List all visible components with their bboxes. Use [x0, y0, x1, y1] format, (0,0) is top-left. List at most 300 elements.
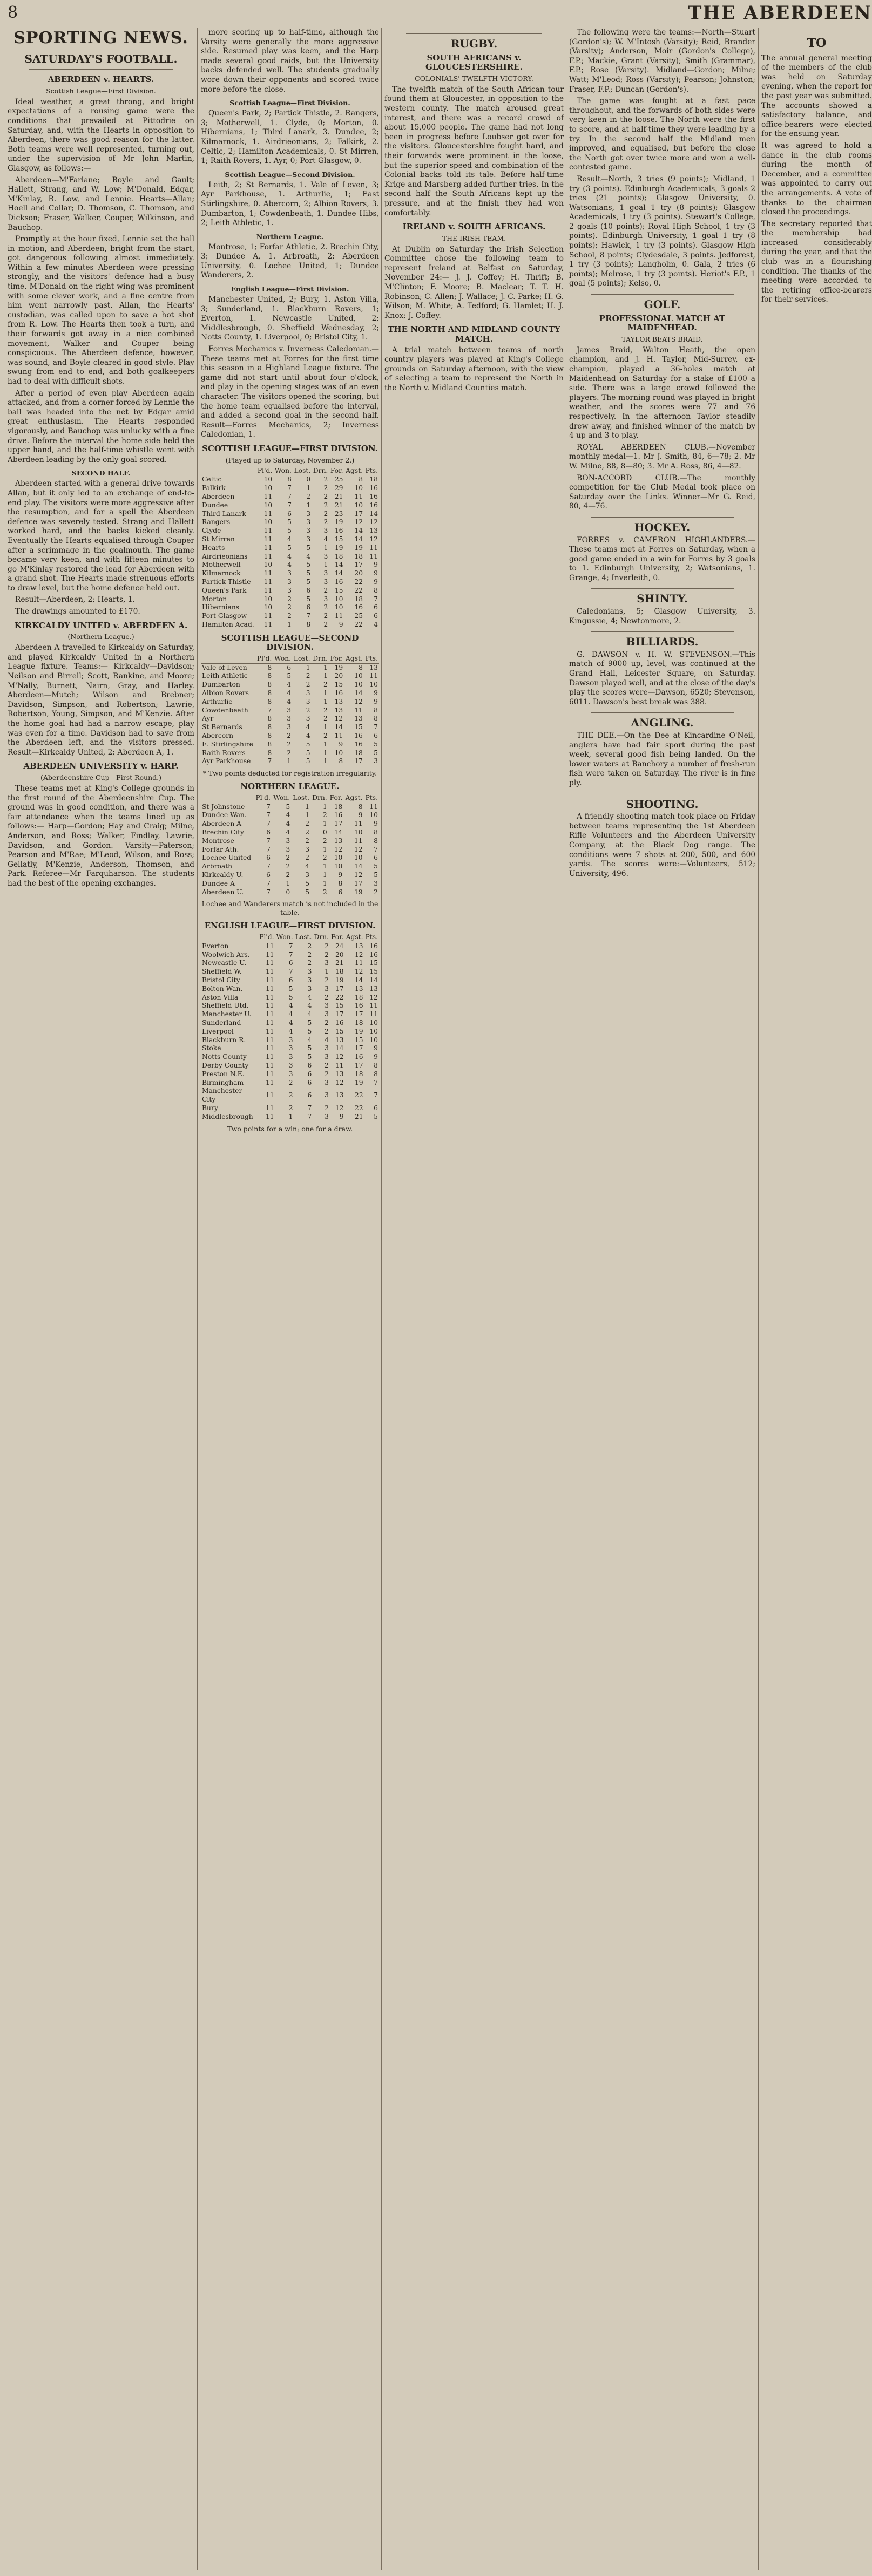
- article-subtitle: COLONIALS' TWELFTH VICTORY.: [415, 74, 533, 83]
- table-cell: 12: [354, 697, 363, 705]
- table-cell: 3: [325, 984, 329, 993]
- table-cell: 2: [306, 492, 311, 500]
- divider: [591, 631, 734, 632]
- table-cell: Ayr Parkhouse: [202, 757, 251, 765]
- column-3: [384, 28, 564, 2570]
- table-cell: 11: [369, 672, 378, 680]
- table-cell: 3: [286, 837, 290, 845]
- table-cell: 6: [374, 612, 378, 620]
- table-header-row: [201, 467, 379, 475]
- table-cell: 17: [354, 1010, 363, 1018]
- table-cell: 2: [288, 1091, 293, 1099]
- table-cell: 1: [305, 803, 310, 811]
- table-cell: 6: [288, 959, 293, 967]
- table-cell: 3: [307, 968, 312, 976]
- table-cell: 7: [266, 803, 271, 811]
- table-header-cell: Won.: [273, 655, 292, 663]
- table-cell: 9: [374, 820, 378, 828]
- table-cell: 1: [288, 1112, 293, 1120]
- table-cell: 21: [334, 501, 343, 509]
- league-table-scottish-first: [201, 467, 379, 629]
- table-header-cell: Won.: [275, 933, 294, 942]
- table-cell: Dundee A: [202, 879, 235, 887]
- table-cell: 2: [323, 509, 328, 518]
- table-row: [201, 994, 379, 1002]
- column-rule: [758, 28, 759, 2570]
- table-cell: 17: [354, 561, 363, 569]
- table-cell: 20: [334, 672, 343, 680]
- table-cell: 15: [334, 681, 343, 689]
- table-cell: 3: [374, 879, 378, 887]
- table-cell: 2: [325, 993, 329, 1001]
- table-cell: 2: [325, 1070, 329, 1078]
- table-cell: 8: [339, 757, 343, 765]
- table-cell: 11: [263, 492, 273, 500]
- table-cell: 18: [354, 993, 363, 1001]
- table-cell: 11: [265, 1027, 274, 1035]
- table-row: [201, 698, 379, 706]
- table-cell: 11: [265, 984, 274, 993]
- table-cell: Blackburn R.: [202, 1036, 246, 1044]
- column-rule: [381, 28, 382, 2570]
- table-cell: Preston N.E.: [202, 1070, 245, 1078]
- table-cell: 11: [369, 552, 378, 560]
- table-cell: 6: [266, 854, 271, 862]
- table-cell: 16: [354, 1002, 363, 1010]
- table-cell: 9: [374, 577, 378, 586]
- table-cell: 4: [287, 535, 292, 543]
- table-row: [201, 578, 379, 587]
- table-row: [201, 1019, 379, 1028]
- table-cell: 2: [325, 1027, 329, 1035]
- table-row: [201, 811, 379, 820]
- table-cell: 1: [306, 484, 311, 492]
- table-cell: 3: [323, 527, 328, 535]
- table-header-cell: Won.: [273, 467, 293, 475]
- table-cell: 15: [354, 1036, 363, 1044]
- table-cell: 2: [323, 501, 328, 509]
- table-cell: 7: [374, 1078, 378, 1086]
- table-row: [201, 493, 379, 501]
- table-cell: 4: [286, 820, 290, 828]
- table-cell: 4: [288, 1018, 293, 1027]
- table-cell: Raith Rovers: [202, 749, 246, 757]
- results-heading: Scottish League—First Division.: [229, 99, 350, 107]
- article-title: KIRKCALDY UNITED v. ABERDEEN A.: [14, 620, 188, 630]
- table-cell: 5: [306, 577, 311, 586]
- divider: [406, 33, 542, 34]
- table-cell: 19: [334, 663, 343, 671]
- table-cell: Partick Thistle: [202, 577, 251, 586]
- table-cell: 16: [354, 740, 363, 748]
- table-cell: 11: [334, 732, 343, 740]
- table-cell: 11: [369, 1010, 378, 1018]
- divider: [29, 69, 173, 70]
- table-header-cell: For.: [328, 794, 344, 803]
- table-cell: 2: [307, 959, 312, 967]
- table-cell: 2: [374, 888, 378, 896]
- table-header-cell: For.: [329, 467, 344, 475]
- table-cell: 15: [335, 1027, 344, 1035]
- table-footnote: Two points for a win; one for a draw.: [227, 1124, 353, 1133]
- column-rule: [197, 28, 198, 2570]
- table-cell: 22: [354, 620, 363, 628]
- table-cell: 2: [305, 828, 310, 837]
- table-cell: 1: [322, 871, 327, 879]
- table-cell: 7: [266, 837, 271, 845]
- table-row: [201, 959, 379, 968]
- article-title: SOUTH AFRICANS v. GLOUCESTERSHIRE.: [425, 52, 523, 72]
- table-cell: 13: [334, 837, 343, 845]
- table-footnote: * Two points deducted for registration irregularity.: [202, 769, 377, 778]
- rugby-heading: RUGBY.: [450, 37, 498, 50]
- table-cell: 11: [263, 620, 273, 628]
- table-cell: 3: [325, 1002, 329, 1010]
- table-cell: 7: [267, 757, 272, 765]
- table-cell: 4: [325, 1036, 329, 1044]
- table-cell: 2: [323, 492, 328, 500]
- table-cell: 22: [354, 1091, 363, 1099]
- table-row: [201, 880, 379, 888]
- table-cell: 19: [354, 1078, 363, 1086]
- table-cell: Cowdenbeath: [202, 706, 248, 714]
- table-cell: 3: [325, 1044, 329, 1052]
- table-row: [201, 501, 379, 510]
- table-cell: St Bernards: [202, 723, 242, 731]
- table-cell: 13: [354, 715, 363, 723]
- table-cell: 3: [325, 1091, 329, 1099]
- table-cell: 11: [265, 942, 274, 950]
- table-cell: 18: [354, 749, 363, 757]
- table-cell: Bristol City: [202, 976, 240, 984]
- table-cell: 5: [287, 672, 292, 680]
- article-title: PROFESSIONAL MATCH AT MAIDENHEAD.: [599, 313, 726, 333]
- table-cell: 19: [354, 543, 363, 552]
- table-cell: 5: [288, 993, 293, 1001]
- article-paragraph: G. DAWSON v. H. W. STEVENSON.—This match of 9000 up, level, was continued at the Grand Hall, Leicester Square, on Saturday. Dawson played well, and at the close of the day's play the scores were—Dawson, 6520; Stevenson, 6011. Dawson's best break was 388.: [569, 650, 755, 706]
- table-cell: 5: [306, 757, 310, 765]
- table-cell: 1: [323, 740, 328, 748]
- article-paragraph: After a period of even play Aberdeen again attacked, and from a corner forced by Lennie the ball was headed into the net by Edgar amid great enthusiasm. The Hearts responded vigorously, and Bauchop was unlucky with a fine drive. Before the interval the home side held the upper hand, and the half-time whistle went with Aberdeen leading by the only goal scored.: [8, 389, 194, 464]
- table-cell: Hibernians: [202, 603, 240, 611]
- table-cell: 10: [334, 854, 343, 862]
- table-cell: 3: [374, 757, 378, 765]
- table-cell: 7: [266, 879, 271, 887]
- table-cell: 3: [287, 586, 292, 594]
- table-cell: 4: [323, 535, 328, 543]
- table-cell: 8: [267, 749, 272, 757]
- results-heading: Northern League.: [256, 232, 324, 241]
- table-cell: 10: [369, 1036, 378, 1044]
- table-cell: 14: [369, 509, 378, 518]
- article-paragraph: James Braid, Walton Heath, the open champion, and J. H. Taylor, Mid-Surrey, ex-champion, played a 36-holes match at Maidenhead on Saturday for a stake of £100 a side. There was a large crowd followed the players. The morning round was played in bright weather, and the scores were 77 and 76 respectively. In the afternoon Taylor steadily drew away, and finished winner of the match by 4 up and 3 to play.: [569, 345, 755, 440]
- table-cell: 3: [287, 715, 292, 723]
- table-row: [201, 757, 379, 766]
- table-cell: 18: [354, 595, 363, 603]
- table-cell: 2: [287, 603, 292, 611]
- table-cell: 13: [335, 1070, 344, 1078]
- table-cell: 16: [354, 603, 363, 611]
- table-cell: 5: [287, 527, 292, 535]
- table-cell: Celtic: [202, 475, 222, 484]
- table-header-cell: Pl'd.: [255, 655, 273, 663]
- article-paragraph: ROYAL ABERDEEN CLUB.—November monthly medal—1. Mr J. Smith, 84, 6—78; 2. Mr W. Milne, 88, 8—80; 3. Mr A. Ross, 86, 4—82.: [569, 443, 755, 471]
- table-cell: 18: [354, 1070, 363, 1078]
- table-title: SCOTTISH LEAGUE—FIRST DIVISION.: [202, 443, 378, 453]
- article-paragraph: A friendly shooting match took place on Friday between teams representing the 1st Aberdeen Rifle Volunteers and the Aberdeen University Company, at the Black Dog range. The conditions were 7 shots at 200, 500, and 600 yards. The scores were:—Volunteers, 512; University, 496.: [569, 812, 755, 878]
- table-cell: 3: [306, 689, 310, 697]
- table-cell: 3: [305, 845, 310, 853]
- table-header-cell: [201, 933, 258, 942]
- table-cell: 11: [354, 820, 363, 828]
- table-cell: 12: [334, 845, 343, 853]
- table-cell: 17: [354, 509, 363, 518]
- table-cell: 7: [288, 950, 293, 959]
- table-header-cell: Pts.: [364, 794, 379, 803]
- table-cell: Arbroath: [202, 862, 233, 871]
- table-cell: 1: [322, 879, 327, 887]
- table-cell: 2: [306, 672, 310, 680]
- table-row: [201, 681, 379, 689]
- table-cell: 16: [369, 942, 378, 950]
- table-cell: 7: [374, 1091, 378, 1099]
- column-5-partial: [761, 28, 872, 2570]
- table-header-cell: Agst.: [343, 794, 363, 803]
- table-cell: 16: [369, 484, 378, 492]
- table-cell: 1: [286, 879, 290, 887]
- table-cell: Leith Athletic: [202, 672, 248, 680]
- table-cell: 10: [263, 484, 273, 492]
- table-header-cell: For.: [330, 933, 345, 942]
- table-cell: 18: [334, 552, 343, 560]
- table-cell: 4: [287, 697, 292, 705]
- article-paragraph: The game was fought at a fast pace throughout, and the forwards of both sides were very keen in the loose. The North were the first to score, and at half-time they were leading by a try. In the second half the Midland men improved, and equalised, but before the close the North got over twice more and won a well-contested game.: [569, 97, 755, 172]
- article-title: ABERDEEN UNIVERSITY v. HARP.: [23, 761, 179, 771]
- table-cell: 6: [266, 828, 271, 837]
- table-cell: 6: [374, 1104, 378, 1112]
- table-cell: 2: [306, 681, 310, 689]
- table-cell: 3: [287, 723, 292, 731]
- table-cell: 10: [354, 672, 363, 680]
- table-cell: 2: [325, 942, 329, 950]
- table-cell: 7: [287, 492, 292, 500]
- article-subtitle: THE IRISH TEAM.: [442, 234, 506, 242]
- table-cell: Aberdeen A: [202, 820, 242, 828]
- table-cell: 3: [323, 595, 328, 603]
- table-cell: 16: [334, 811, 343, 819]
- article-paragraph: Aberdeen started with a general drive towards Allan, but it only led to an exchange of end-to-end play. The visitors were more aggressive after the resumption, and for a spell the Aberdeen defence was severely tested. Strang and Hallett worked hard, and the backs kicked cleanly. Eventually the Hearts equalised through Couper after a scrimmage in the goalmouth. The game became very keen, and with fifteen minutes to go M'Kinlay restored the lead for Aberdeen with a grand shot. The Hearts made strenuous efforts to draw level, but the home defence held out.: [8, 479, 194, 593]
- table-cell: 1: [322, 820, 327, 828]
- table-cell: 8: [359, 475, 363, 484]
- table-row: [201, 561, 379, 569]
- table-cell: 0: [286, 888, 290, 896]
- table-row: [201, 1010, 379, 1019]
- table-cell: 16: [334, 527, 343, 535]
- table-cell: 10: [369, 811, 378, 819]
- table-cell: Woolwich Ars.: [202, 950, 250, 959]
- table-cell: 11: [263, 543, 273, 552]
- table-cell: 4: [286, 811, 290, 819]
- table-cell: 5: [374, 749, 378, 757]
- table-cell: 3: [325, 1010, 329, 1018]
- table-cell: 3: [325, 959, 329, 967]
- table-cell: 10: [334, 595, 343, 603]
- table-cell: Lochee United: [202, 854, 252, 862]
- table-cell: 14: [369, 976, 378, 984]
- results-heading: English League—First Division.: [231, 285, 349, 294]
- table-cell: 5: [307, 1027, 312, 1035]
- article-paragraph: The secretary reported that the membership had increased considerably during the year, and that the club was in a flourishing condition. The thanks of the meeting were accorded to the retiring office-bearers for their services.: [761, 219, 872, 304]
- shooting-heading: SHOOTING.: [626, 797, 699, 811]
- table-cell: 19: [335, 976, 344, 984]
- table-cell: 8: [374, 715, 378, 723]
- table-cell: 11: [335, 1061, 344, 1069]
- table-header-cell: Lost.: [294, 933, 313, 942]
- table-header-cell: Pl'd.: [254, 794, 271, 803]
- table-cell: 4: [306, 723, 310, 731]
- article-paragraph: THE DEE.—On the Dee at Kincardine O'Neil, anglers have had fair sport during the past week, several good fish being landed. On the lower waters at Banchory a number of fresh-run fish were taken on Saturday. The river is in fine ply.: [569, 731, 755, 787]
- table-cell: Abercorn: [202, 732, 233, 740]
- table-cell: Liverpool: [202, 1027, 234, 1035]
- table-cell: 2: [323, 603, 328, 611]
- table-row: [201, 803, 379, 811]
- table-cell: 16: [369, 492, 378, 500]
- table-cell: Montrose: [202, 837, 234, 845]
- table-cell: 6: [306, 586, 311, 594]
- table-cell: 17: [354, 1061, 363, 1069]
- table-cell: 3: [323, 569, 328, 577]
- table-cell: 2: [323, 612, 328, 620]
- article-subtitle: TAYLOR BEATS BRAID.: [621, 335, 703, 343]
- table-cell: 14: [334, 828, 343, 837]
- table-header-cell: Pl'd.: [258, 933, 275, 942]
- match-result: Result—Aberdeen, 2; Hearts, 1.: [15, 595, 136, 604]
- table-cell: 6: [287, 509, 292, 518]
- league-label: (Northern League.): [67, 633, 134, 641]
- table-cell: 4: [287, 561, 292, 569]
- table-cell: 11: [265, 1078, 274, 1086]
- table-cell: 2: [325, 1104, 329, 1112]
- table-cell: 8: [267, 672, 272, 680]
- table-cell: 7: [266, 820, 271, 828]
- table-cell: 11: [263, 552, 273, 560]
- league-table-northern: [201, 794, 379, 897]
- table-cell: 14: [354, 862, 363, 871]
- table-cell: Derby County: [202, 1061, 249, 1069]
- table-cell: 5: [307, 1044, 312, 1052]
- table-cell: 11: [263, 577, 273, 586]
- table-cell: 5: [306, 595, 311, 603]
- table-cell: Vale of Leven: [202, 663, 247, 671]
- table-cell: 2: [322, 837, 327, 845]
- table-cell: 12: [354, 518, 363, 526]
- section-heading: SPORTING NEWS.: [13, 29, 188, 47]
- table-cell: 9: [338, 871, 343, 879]
- table-row: [201, 968, 379, 976]
- table-cell: Albion Rovers: [202, 689, 249, 697]
- table-row: [201, 820, 379, 828]
- table-cell: 2: [305, 854, 310, 862]
- table-cell: 2: [305, 837, 310, 845]
- table-row: [201, 544, 379, 553]
- table-cell: 4: [305, 862, 310, 871]
- table-cell: 1: [323, 689, 328, 697]
- table-header-cell: Agst.: [344, 467, 364, 475]
- table-cell: 14: [334, 569, 343, 577]
- table-cell: 19: [354, 1027, 363, 1035]
- table-cell: 5: [374, 871, 378, 879]
- table-cell: 29: [334, 484, 343, 492]
- table-cell: 0: [322, 828, 327, 837]
- table-cell: 17: [335, 984, 344, 993]
- table-cell: 12: [335, 1053, 344, 1061]
- table-cell: 2: [306, 706, 310, 714]
- table-cell: 21: [335, 959, 344, 967]
- table-header-cell: Agst.: [345, 933, 364, 942]
- table-cell: 13: [354, 984, 363, 993]
- table-cell: 1: [287, 757, 292, 765]
- table-cell: 12: [354, 968, 363, 976]
- article-paragraph: more scoring up to half-time, although the Varsity were generally the more aggressive side. Resumed play was keen, and the Harp made several good raids, but the University backs defended well. The students gradually wore down their opponents and scored twice more before the close.: [201, 28, 379, 94]
- table-row: [201, 1104, 379, 1113]
- table-cell: 4: [307, 1010, 312, 1018]
- table-row: [201, 1036, 379, 1045]
- table-cell: 3: [288, 1061, 293, 1069]
- table-cell: 8: [267, 681, 272, 689]
- table-cell: 8: [359, 663, 363, 671]
- table-cell: Birmingham: [202, 1078, 244, 1086]
- table-cell: 11: [265, 993, 274, 1001]
- table-cell: 11: [265, 1053, 274, 1061]
- table-cell: 10: [263, 603, 273, 611]
- table-row: [201, 663, 379, 672]
- table-cell: 18: [354, 552, 363, 560]
- table-row: [201, 510, 379, 519]
- table-row: [201, 723, 379, 732]
- table-cell: Dundee: [202, 501, 228, 509]
- table-cell: 9: [374, 569, 378, 577]
- article-paragraph: A trial match between teams of north country players was played at King's College grounds on Saturday afternoon, with the view of selecting a team to represent the North in the North v. Midland Counties match.: [384, 345, 564, 392]
- table-cell: 4: [306, 552, 311, 560]
- table-cell: 7: [266, 888, 271, 896]
- table-cell: 14: [354, 976, 363, 984]
- article-paragraph: Aberdeen A travelled to Kirkcaldy on Saturday, and played Kirkcaldy United in a Northern League fixture. Teams:— Kirkcaldy—Davidson; Neilson and Birrell; Scott, Rankine, and Moore; M'Nally, Burnett, Nairn, Gray, and Harley. Aberdeen—Mutch; Wilson and Brebner; Davidson, Simpson, and Robertson; Lawrie, Robertson, Young, Simpson, and M'Kenzie. After the home goal had had a narrow escape, play was even for a time. Davidson had to save from the Aberdeen left, and the visitors pressed. Result—Kirkcaldy United, 2; Aberdeen A, 1.: [8, 643, 194, 757]
- table-cell: 3: [307, 984, 312, 993]
- table-cell: 5: [307, 1018, 312, 1027]
- table-cell: 7: [374, 595, 378, 603]
- table-cell: 6: [338, 888, 343, 896]
- table-cell: 13: [369, 527, 378, 535]
- table-cell: 13: [334, 706, 343, 714]
- table-cell: 11: [265, 950, 274, 959]
- article-paragraph: The annual general meeting of the members of the club was held on Saturday evening, when the report for the past year was submitted. The accounts showed a satisfactory balance, and office-bearers were elected for the ensuing year.: [761, 53, 872, 139]
- table-cell: 11: [354, 492, 363, 500]
- table-cell: 8: [374, 586, 378, 594]
- table-cell: 3: [287, 577, 292, 586]
- table-row: [201, 484, 379, 493]
- table-cell: 12: [335, 1104, 344, 1112]
- table-cell: Sheffield Utd.: [202, 1002, 249, 1010]
- table-cell: Kilmarnock: [202, 569, 241, 577]
- table-cell: 5: [288, 984, 293, 993]
- table-cell: 10: [354, 484, 363, 492]
- table-cell: 9: [374, 1053, 378, 1061]
- table-row: [201, 672, 379, 681]
- table-cell: 10: [354, 501, 363, 509]
- table-cell: 2: [287, 612, 292, 620]
- table-cell: 17: [334, 820, 343, 828]
- table-cell: Newcastle U.: [202, 959, 247, 967]
